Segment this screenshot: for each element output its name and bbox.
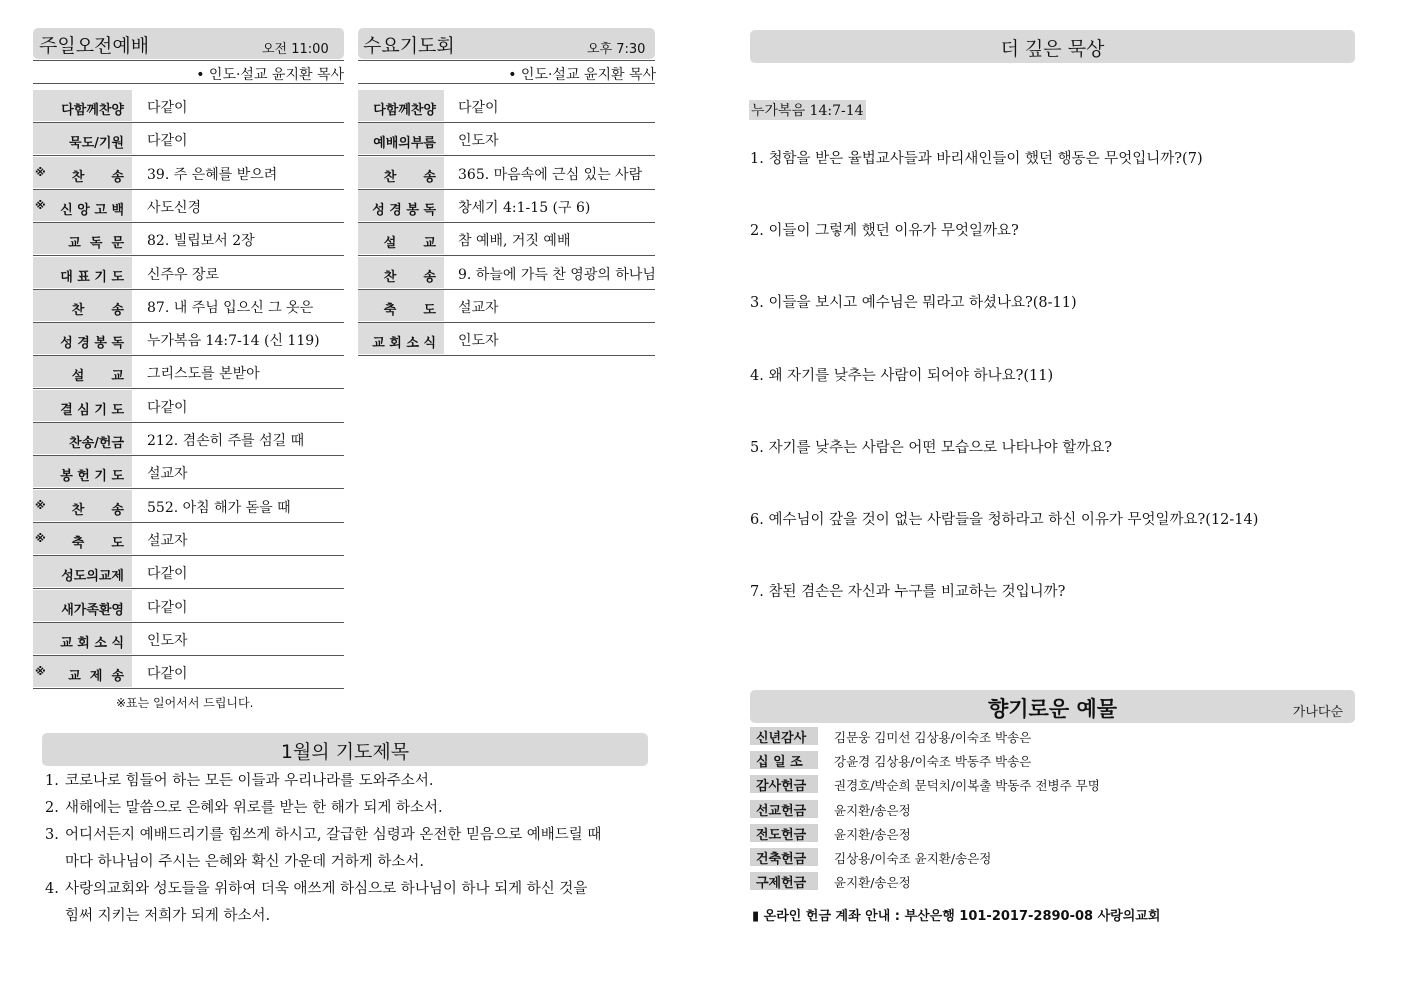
offering-order-note: 가나다순 bbox=[1292, 705, 1343, 720]
wednesday-order-table bbox=[358, 89, 655, 359]
offering-label-cell bbox=[750, 775, 818, 793]
order-label: 성도의교제 bbox=[61, 569, 124, 585]
prayer-item bbox=[45, 768, 645, 795]
order-value: 창세기 4:1-15 (구 6) bbox=[458, 199, 591, 216]
order-label-cell bbox=[33, 323, 132, 354]
order-row bbox=[358, 89, 655, 123]
order-row bbox=[33, 189, 344, 223]
prayer-line: 마다 하나님이 주시는 은혜와 확신 가운데 거하게 하소서. bbox=[65, 854, 425, 870]
order-label-cell bbox=[33, 123, 132, 154]
order-value: 참 예배, 거짓 예배 bbox=[458, 233, 571, 250]
order-row bbox=[33, 489, 344, 523]
standing-mark: ※ bbox=[35, 198, 46, 212]
standing-mark: ※ bbox=[35, 531, 46, 545]
order-value: 9. 하늘에 가득 찬 영광의 하나님 bbox=[458, 266, 656, 283]
order-value: 552. 아침 해가 돋을 때 bbox=[147, 499, 291, 516]
order-row bbox=[33, 655, 344, 689]
order-row bbox=[33, 256, 344, 290]
account-info: ▮ 온라인 헌금 계좌 안내 : 부산은행 101-2017-2890-08 사랑의교회 bbox=[752, 909, 1161, 924]
order-row bbox=[33, 455, 344, 489]
order-label-cell bbox=[33, 356, 132, 387]
order-label-cell bbox=[358, 223, 444, 254]
order-label: 찬 송 bbox=[71, 502, 124, 518]
order-row bbox=[33, 589, 344, 623]
meditation-question: 7. 참된 겸손은 자신과 누구를 비교하는 것입니까? bbox=[750, 584, 1066, 601]
order-label-cell bbox=[33, 290, 132, 321]
prayer-number: 1. bbox=[45, 773, 59, 789]
prayer-line: 코로나로 힘들어 하는 모든 이들과 우리나라를 도와주소서. bbox=[65, 773, 434, 789]
order-label: 교 회 소 식 bbox=[60, 635, 124, 651]
order-value: 누가복음 14:7-14 (신 119) bbox=[147, 333, 320, 350]
order-row bbox=[33, 122, 344, 156]
offering-row bbox=[750, 872, 1350, 894]
prayer-number: 3. bbox=[45, 827, 59, 843]
offering-label-cell bbox=[750, 872, 818, 890]
order-label: 대 표 기 도 bbox=[60, 269, 124, 285]
order-value: 39. 주 은혜를 받으려 bbox=[147, 166, 278, 183]
standing-mark: ※ bbox=[35, 498, 46, 512]
order-label-cell bbox=[33, 423, 132, 454]
offering-label: 감사헌금 bbox=[756, 779, 807, 795]
order-row bbox=[33, 355, 344, 389]
meditation-question: 2. 이들이 그렇게 했던 이유가 무엇일까요? bbox=[750, 223, 1019, 240]
order-row bbox=[33, 422, 344, 456]
order-row bbox=[358, 122, 655, 156]
offering-label: 선교헌금 bbox=[756, 803, 807, 819]
order-row bbox=[33, 522, 344, 556]
order-row bbox=[358, 222, 655, 256]
meditation-title: 더 깊은 묵상 bbox=[1000, 38, 1105, 60]
offering-header bbox=[750, 690, 1355, 723]
sunday-preacher: • 인도·설교 윤지환 목사 bbox=[196, 67, 344, 83]
meditation-passage: 누가복음 14:7-14 bbox=[749, 100, 866, 120]
order-row bbox=[33, 222, 344, 256]
order-label: 찬 송 bbox=[71, 169, 124, 185]
order-value: 인도자 bbox=[147, 632, 188, 649]
offering-label: 십 일 조 bbox=[756, 755, 803, 771]
order-label-cell bbox=[33, 590, 132, 621]
order-label: 축 도 bbox=[383, 302, 436, 318]
prayer-number: 4. bbox=[45, 881, 59, 897]
offering-names: 윤지환/송은정 bbox=[834, 826, 911, 842]
order-row bbox=[33, 289, 344, 323]
offering-names: 권경호/박순희 문덕치/이복출 박동주 전병주 무명 bbox=[834, 778, 1100, 794]
order-label-cell bbox=[33, 490, 132, 521]
order-label: 설 교 bbox=[383, 236, 436, 252]
offering-names: 강윤경 김상용/이숙조 박동주 박송은 bbox=[834, 754, 1032, 770]
order-row bbox=[358, 289, 655, 323]
order-label: 찬송/헌금 bbox=[69, 436, 124, 451]
order-value: 다같이 bbox=[147, 599, 188, 616]
order-label-cell bbox=[33, 623, 132, 654]
order-label: 예배의부름 bbox=[373, 136, 436, 152]
order-value: 82. 빌립보서 2장 bbox=[147, 233, 255, 250]
prayer-line: 새해에는 말씀으로 은혜와 위로를 받는 한 해가 되게 하소서. bbox=[65, 800, 443, 816]
order-label-cell bbox=[358, 90, 444, 121]
prayer-list bbox=[45, 768, 655, 948]
offering-label: 건축헌금 bbox=[756, 852, 807, 867]
offering-names: 윤지환/송은정 bbox=[834, 875, 911, 891]
order-label-cell bbox=[33, 390, 132, 421]
offering-row bbox=[750, 751, 1350, 773]
order-row bbox=[33, 622, 344, 656]
order-value: 다같이 bbox=[147, 133, 188, 150]
order-value: 설교자 bbox=[147, 532, 188, 549]
order-row bbox=[33, 322, 344, 356]
order-label: 성 경 봉 독 bbox=[60, 336, 124, 352]
order-value: 365. 마음속에 근심 있는 사람 bbox=[458, 166, 643, 183]
order-label: 교 제 송 bbox=[68, 669, 124, 685]
order-label: 다함께찬양 bbox=[373, 103, 436, 118]
wednesday-header-underline bbox=[358, 60, 655, 61]
order-value: 사도신경 bbox=[147, 199, 202, 216]
offering-label-cell bbox=[750, 727, 818, 745]
order-value: 신주우 장로 bbox=[147, 266, 220, 283]
meditation-question: 5. 자기를 낮추는 사람은 어떤 모습으로 나타나야 할까요? bbox=[750, 439, 1113, 456]
order-label-cell bbox=[358, 157, 444, 188]
order-label: 다함께찬양 bbox=[61, 103, 124, 118]
order-label: 찬 송 bbox=[71, 302, 124, 318]
order-label: 봉 헌 기 도 bbox=[60, 469, 124, 485]
order-row bbox=[358, 189, 655, 223]
order-value: 그리스도를 본받아 bbox=[147, 366, 260, 383]
order-value: 다같이 bbox=[147, 566, 188, 583]
order-value: 설교자 bbox=[458, 299, 499, 316]
standing-mark: ※ bbox=[35, 665, 46, 679]
order-label-cell bbox=[33, 656, 132, 687]
meditation-header bbox=[750, 30, 1355, 63]
sunday-time: 오전 11:00 bbox=[262, 42, 329, 57]
order-label-cell bbox=[33, 190, 132, 221]
order-value: 인도자 bbox=[458, 133, 499, 150]
meditation-question: 6. 예수님이 갚을 것이 없는 사람들을 청하라고 하신 이유가 무엇일까요?(12-14) bbox=[750, 512, 1259, 528]
offering-label-cell bbox=[750, 800, 818, 818]
order-label-cell bbox=[33, 223, 132, 254]
offering-row bbox=[750, 848, 1350, 870]
order-label-cell bbox=[33, 556, 132, 587]
order-row bbox=[33, 555, 344, 589]
prayer-item bbox=[45, 795, 645, 822]
sunday-order-table bbox=[33, 89, 344, 689]
offering-names: 윤지환/송은정 bbox=[834, 802, 911, 818]
wednesday-time: 오후 7:30 bbox=[587, 42, 646, 57]
order-label-cell bbox=[358, 323, 444, 354]
offering-row bbox=[750, 824, 1350, 846]
prayer-item bbox=[45, 876, 645, 930]
order-value: 인도자 bbox=[458, 333, 499, 350]
order-label: 교 회 소 식 bbox=[372, 336, 436, 352]
standing-note: ※표는 일어서서 드립니다. bbox=[116, 696, 254, 710]
wednesday-preacher-underline bbox=[358, 83, 655, 84]
order-value: 87. 내 주님 입으신 그 옷은 bbox=[147, 299, 314, 316]
order-label: 결 심 기 도 bbox=[60, 402, 124, 418]
wednesday-title: 수요기도회 bbox=[363, 35, 455, 57]
order-label-cell bbox=[33, 157, 132, 188]
sunday-title: 주일오전예배 bbox=[39, 35, 150, 57]
meditation-question: 4. 왜 자기를 낮추는 사람이 되어야 하나요?(11) bbox=[750, 367, 1054, 384]
order-label-cell bbox=[33, 456, 132, 487]
order-label: 찬 송 bbox=[383, 269, 436, 285]
order-label: 묵도/기원 bbox=[69, 136, 124, 152]
meditation-question: 3. 이들을 보시고 예수님은 뭐라고 하셨나요?(8-11) bbox=[750, 295, 1077, 312]
order-row bbox=[358, 322, 655, 356]
offering-row bbox=[750, 775, 1350, 797]
order-label-cell bbox=[358, 290, 444, 321]
order-value: 다같이 bbox=[147, 666, 188, 683]
prayer-line: 어디서든지 예배드리기를 힘쓰게 하시고, 갈급한 심령과 온전한 믿음으로 예배드릴 때 bbox=[65, 827, 602, 843]
offering-label-cell bbox=[750, 751, 818, 769]
order-label-cell bbox=[358, 257, 444, 288]
prayer-line: 사랑의교회와 성도들을 위하여 더욱 애쓰게 하심으로 하나님이 하나 되게 하신 것을 bbox=[65, 881, 588, 897]
order-value: 다같이 bbox=[147, 399, 188, 416]
order-label-cell bbox=[33, 523, 132, 554]
order-row bbox=[33, 156, 344, 190]
offering-row bbox=[750, 800, 1350, 822]
order-value: 다같이 bbox=[458, 100, 499, 116]
order-label: 설 교 bbox=[71, 369, 124, 385]
offering-label-cell bbox=[750, 848, 818, 866]
standing-mark: ※ bbox=[35, 165, 46, 179]
offering-label: 구제헌금 bbox=[756, 876, 807, 892]
order-label: 찬 송 bbox=[383, 169, 436, 185]
prayer-number: 2. bbox=[45, 800, 59, 816]
prayer-line: 힘써 지키는 저희가 되게 하소서. bbox=[65, 908, 271, 924]
prayer-item bbox=[45, 822, 645, 876]
order-label-cell bbox=[358, 190, 444, 221]
offering-row bbox=[750, 727, 1350, 749]
order-label: 교 독 문 bbox=[68, 236, 124, 252]
order-row bbox=[33, 389, 344, 423]
offering-label-cell bbox=[750, 824, 818, 842]
wednesday-preacher: • 인도·설교 윤지환 목사 bbox=[508, 67, 656, 83]
prayer-title: 1월의 기도제목 bbox=[280, 741, 410, 763]
offering-title: 향기로운 예물 bbox=[987, 697, 1118, 721]
order-label-cell bbox=[33, 90, 132, 121]
sunday-preacher-underline bbox=[33, 83, 344, 84]
order-label: 새가족환영 bbox=[61, 602, 124, 618]
order-value: 다같이 bbox=[147, 100, 188, 116]
order-value: 212. 겸손히 주를 섬길 때 bbox=[147, 433, 305, 449]
offering-label: 전도헌금 bbox=[756, 827, 807, 843]
order-row bbox=[358, 156, 655, 190]
order-value: 설교자 bbox=[147, 466, 188, 483]
order-label: 신 앙 고 백 bbox=[60, 202, 124, 218]
order-label: 축 도 bbox=[71, 535, 124, 551]
offering-names: 김상용/이숙조 윤지환/송은정 bbox=[834, 851, 992, 866]
prayer-header bbox=[42, 733, 648, 766]
order-label-cell bbox=[33, 257, 132, 288]
offering-names: 김문웅 김미선 김상용/이숙조 박송은 bbox=[834, 730, 1032, 745]
order-row bbox=[33, 89, 344, 123]
order-label: 성 경 봉 독 bbox=[372, 202, 436, 218]
offering-label: 신년감사 bbox=[756, 731, 807, 746]
order-label-cell bbox=[358, 123, 444, 154]
meditation-question: 1. 청함을 받은 율법교사들과 바리새인들이 했던 행동은 무엇입니까?(7) bbox=[750, 151, 1203, 167]
sunday-header-underline bbox=[33, 60, 344, 61]
order-row bbox=[358, 256, 655, 290]
